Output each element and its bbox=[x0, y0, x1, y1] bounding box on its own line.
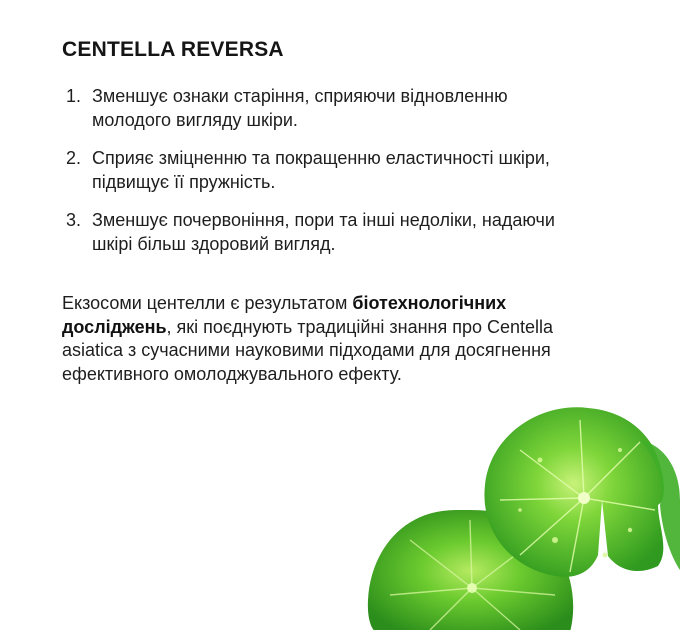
list-item-number: 3. bbox=[66, 210, 82, 230]
list-item-number: 1. bbox=[66, 86, 82, 106]
paragraph-highlight: біотехнологічних досліджень bbox=[62, 293, 507, 337]
list-item-number: 2. bbox=[66, 148, 82, 168]
list-item bbox=[66, 84, 586, 132]
page-title: CENTELLA REVERSA bbox=[62, 38, 284, 61]
benefits-list bbox=[66, 84, 586, 270]
paragraph-text-end: , які поєднують традиційні знання про Centella asiatica з сучасними науковими підходами для досягнення ефективного омолоджувального ефекту. bbox=[62, 316, 554, 384]
list-item-text: Зменшує почервоніння, пори та інші недоліки, надаючи шкірі більш здоровий вигляд. bbox=[92, 210, 555, 254]
centella-leaves-icon bbox=[340, 380, 680, 630]
list-item bbox=[66, 146, 586, 194]
list-item bbox=[66, 208, 586, 256]
leaf-upper bbox=[484, 407, 663, 577]
list-item-text: Сприяє зміцненню та покращенню еластичності шкіри, підвищує її пружність. bbox=[92, 148, 550, 192]
list-item-text: Зменшує ознаки старіння, сприяючи відновленню молодого вигляду шкіри. bbox=[92, 86, 508, 130]
paragraph-text-start: Екзосоми центелли є результатом bbox=[62, 293, 353, 313]
description-paragraph bbox=[62, 292, 592, 386]
